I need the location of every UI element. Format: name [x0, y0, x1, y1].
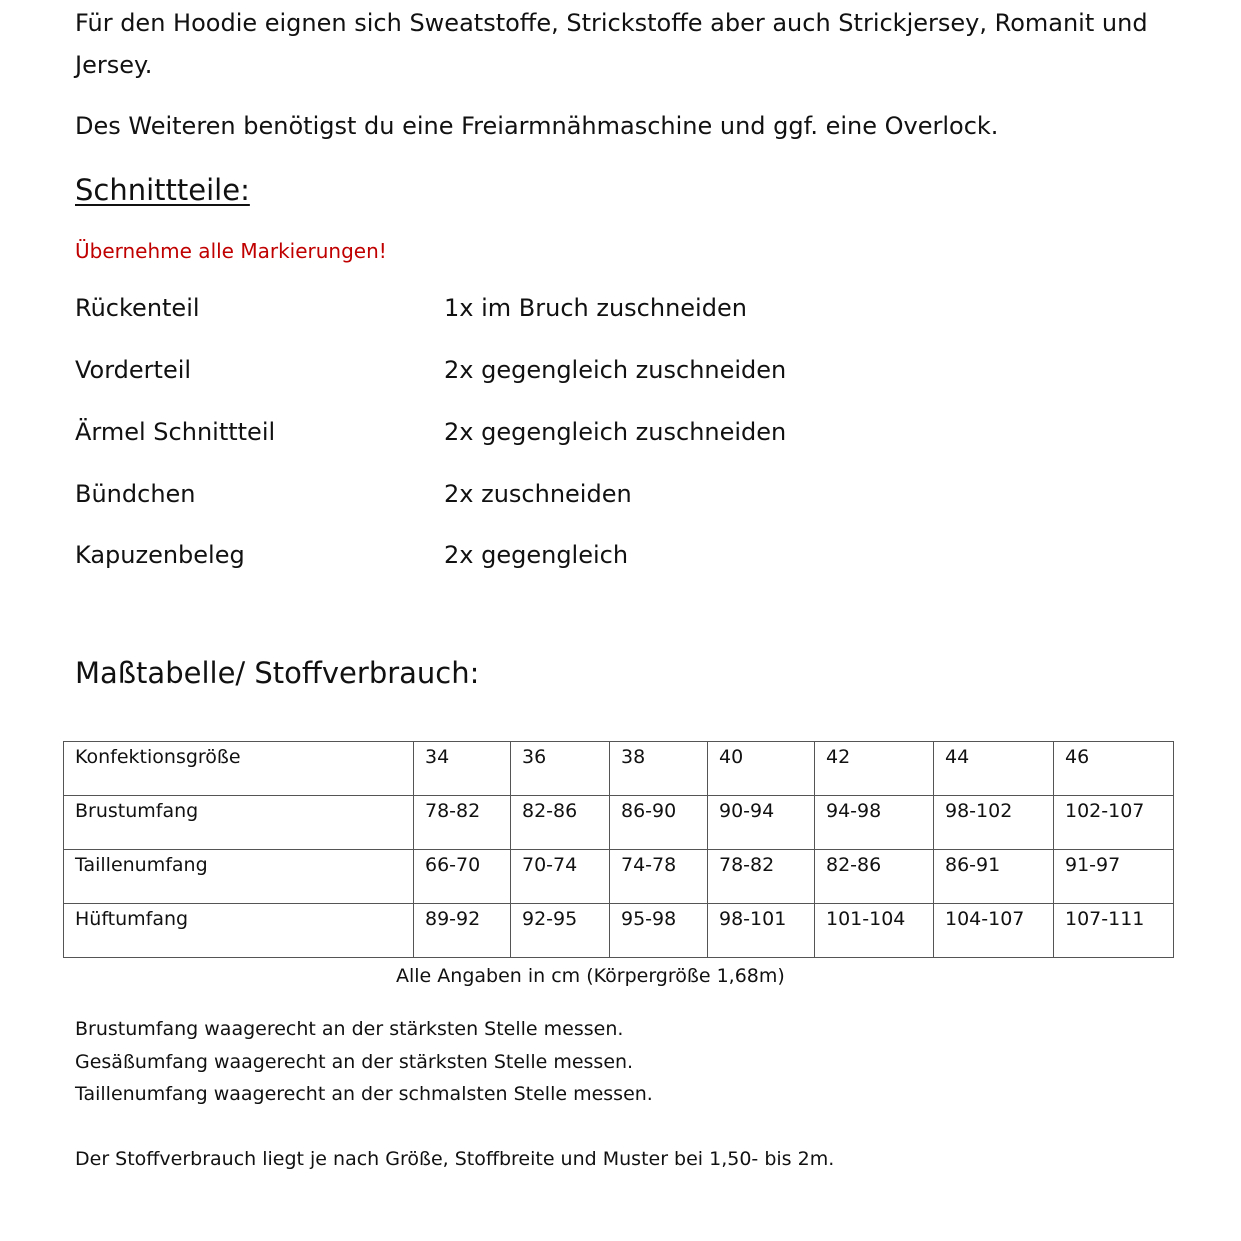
table-cell: 46: [1054, 742, 1174, 796]
table-row: [64, 904, 1174, 958]
row-label: Brustumfang: [64, 796, 414, 850]
table-row: [64, 796, 1174, 850]
measurement-note: Brustumfang waagerecht an der stärksten Stelle messen.: [75, 1018, 624, 1040]
table-cell: 89-92: [414, 904, 511, 958]
table-cell: 102-107: [1054, 796, 1174, 850]
table-cell: 92-95: [511, 904, 610, 958]
pattern-piece-name: Bündchen: [75, 480, 196, 508]
table-caption: Alle Angaben in cm (Körpergröße 1,68m): [396, 965, 785, 987]
table-cell: 86-90: [610, 796, 708, 850]
measurement-note: Taillenumfang waagerecht an der schmalsten Stelle messen.: [75, 1083, 653, 1105]
table-cell: 82-86: [815, 850, 934, 904]
table-cell: 82-86: [511, 796, 610, 850]
table-cell: 94-98: [815, 796, 934, 850]
table-cell: 101-104: [815, 904, 934, 958]
fabric-usage-note: Der Stoffverbrauch liegt je nach Größe, Stoffbreite und Muster bei 1,50- bis 2m.: [75, 1148, 835, 1170]
table-cell: 95-98: [610, 904, 708, 958]
pattern-piece-name: Rückenteil: [75, 294, 200, 322]
table-cell: 90-94: [708, 796, 815, 850]
table-cell: 78-82: [708, 850, 815, 904]
intro-fabrics-text: Für den Hoodie eignen sich Sweatstoffe, Strickstoffe aber auch Strickjersey, Romanit und Jersey.: [75, 9, 1148, 79]
pattern-piece-instruction: 2x gegengleich zuschneiden: [444, 418, 787, 446]
table-cell: 66-70: [414, 850, 511, 904]
pattern-piece-instruction: 2x gegengleich: [444, 541, 629, 569]
pattern-pieces-heading: Schnittteile:: [75, 173, 250, 207]
table-cell: 86-91: [934, 850, 1054, 904]
markings-warning: Übernehme alle Markierungen!: [75, 239, 387, 263]
table-cell: 98-102: [934, 796, 1054, 850]
pattern-piece-name: Vorderteil: [75, 356, 192, 384]
table-row: [64, 850, 1174, 904]
table-cell: 34: [414, 742, 511, 796]
table-cell: 104-107: [934, 904, 1054, 958]
intro-machine-text: Des Weiteren benötigst du eine Freiarmnähmaschine und ggf. eine Overlock.: [75, 112, 999, 140]
pattern-piece-name: Ärmel Schnittteil: [75, 418, 276, 446]
row-label: Taillenumfang: [64, 850, 414, 904]
pattern-piece-instruction: 2x gegengleich zuschneiden: [444, 356, 787, 384]
table-cell: 40: [708, 742, 815, 796]
pattern-piece-instruction: 2x zuschneiden: [444, 480, 632, 508]
pattern-piece-name: Kapuzenbeleg: [75, 541, 245, 569]
table-row: [64, 742, 1174, 796]
measurement-note: Gesäßumfang waagerecht an der stärksten Stelle messen.: [75, 1051, 634, 1073]
table-cell: 38: [610, 742, 708, 796]
row-label: Hüftumfang: [64, 904, 414, 958]
table-cell: 42: [815, 742, 934, 796]
table-cell: 98-101: [708, 904, 815, 958]
table-cell: 36: [511, 742, 610, 796]
table-cell: 44: [934, 742, 1054, 796]
table-cell: 74-78: [610, 850, 708, 904]
size-chart-table: [63, 741, 1174, 958]
table-cell: 107-111: [1054, 904, 1174, 958]
table-cell: 70-74: [511, 850, 610, 904]
table-cell: 78-82: [414, 796, 511, 850]
size-chart-heading: Maßtabelle/ Stoffverbrauch:: [75, 656, 480, 690]
pattern-piece-instruction: 1x im Bruch zuschneiden: [444, 294, 747, 322]
row-label: Konfektionsgröße: [64, 742, 414, 796]
table-cell: 91-97: [1054, 850, 1174, 904]
